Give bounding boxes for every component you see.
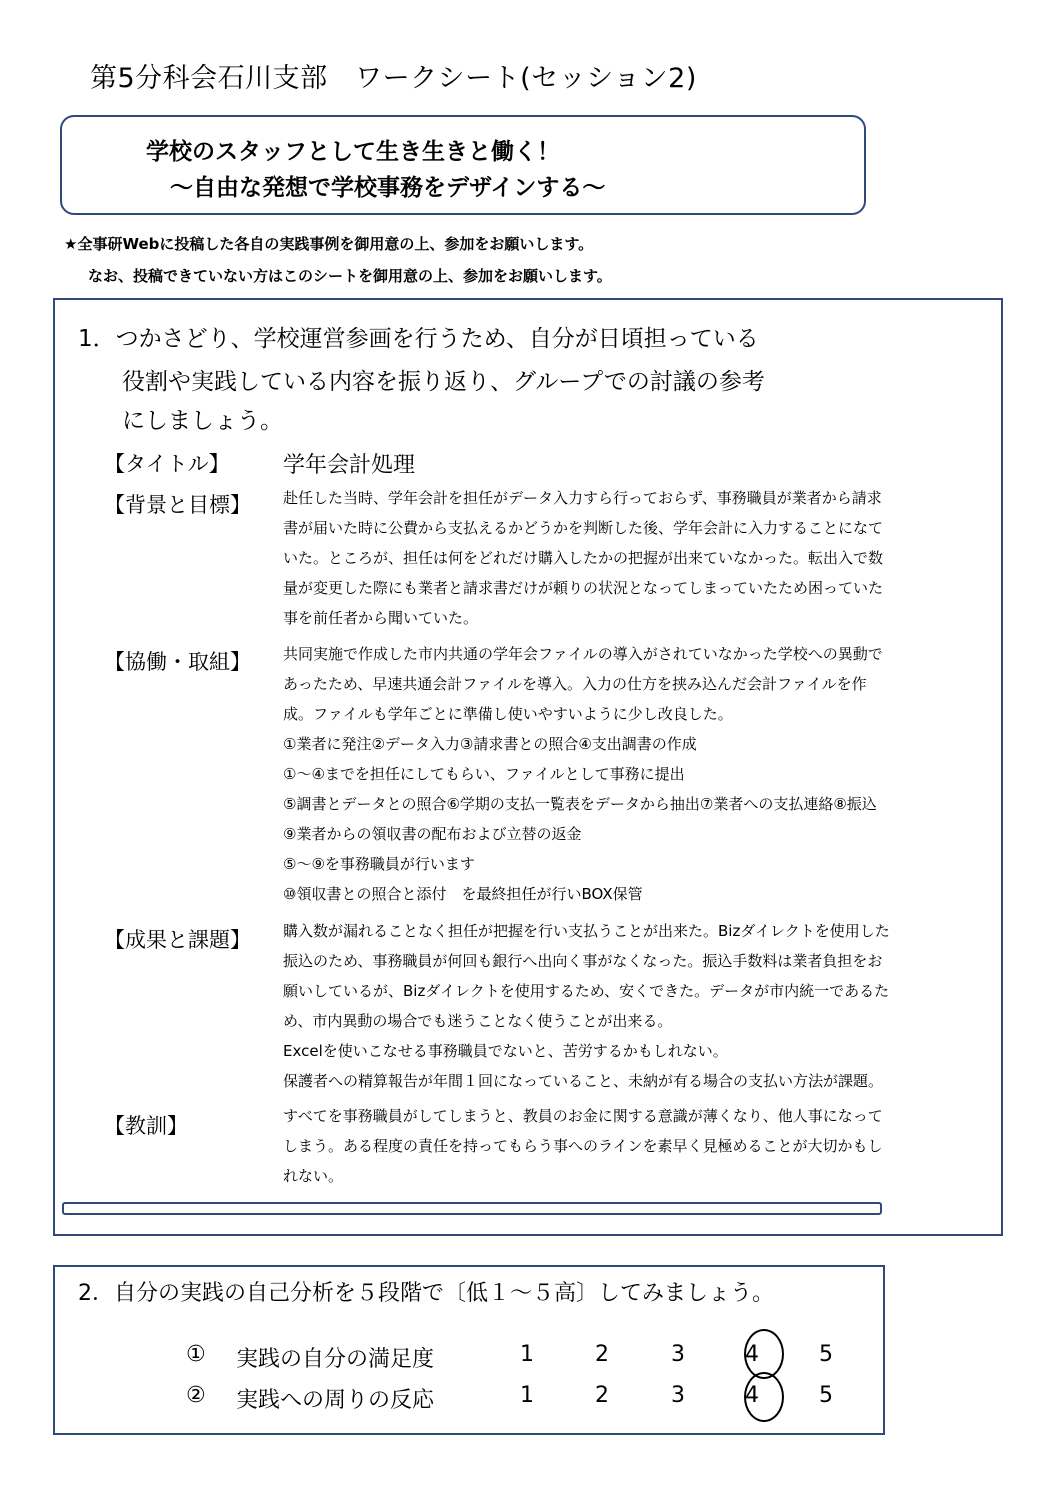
text-line: 書が届いた時に公費から支払えるかどうかを判断した後、学年会計に入力することになて [283, 519, 884, 537]
question-2: 2．自分の実践の自己分析を５段階で〔低１～５高〕してみましょう。 [78, 1281, 774, 1306]
text-line: 保護者への精算報告が年間１回になっていること、未納が有る場合の支払い方法が課題。 [283, 1072, 884, 1090]
rating-option-4[interactable]: 4 [745, 1383, 759, 1408]
lesson-text [283, 1101, 999, 1191]
lesson-label: 【教訓】 [104, 1114, 188, 1138]
background-label: 【背景と目標】 [104, 493, 251, 517]
text-line: ⑤～⑨を事務職員が行います [283, 855, 475, 873]
text-line: ①業者に発注②データ入力③請求書との照合④支出調書の作成 [283, 735, 697, 753]
rating-option-2[interactable]: 2 [595, 1342, 609, 1367]
question-1-line: にしましょう。 [122, 408, 283, 434]
theme-banner [60, 115, 866, 215]
rating-option-4[interactable]: 4 [745, 1342, 759, 1367]
text-line: ①～④までを担任にしてもらい、ファイルとして事務に提出 [283, 765, 685, 783]
rating-label: 実践の自分の満足度 [236, 1347, 435, 1372]
rating-option-5[interactable]: 5 [819, 1342, 833, 1367]
text-line: あったため、早速共通会計ファイルを導入。入力の仕方を挟み込んだ会計ファイルを作 [283, 675, 867, 693]
rating-number: ② [186, 1383, 206, 1408]
rating-option-5[interactable]: 5 [819, 1383, 833, 1408]
selected-rating-circle [744, 1372, 784, 1422]
results-label: 【成果と課題】 [104, 928, 251, 952]
collaboration-text [283, 639, 999, 909]
question-1-line: 1．つかさどり、学校運営参画を行うため、自分が日頃担っている [78, 326, 759, 352]
rating-number: ① [186, 1342, 206, 1367]
text-line: いた。ところが、担任は何をどれだけ購入したかの把握が出来ていなかった。転出入で数 [283, 549, 884, 567]
rating-option-3[interactable]: 3 [671, 1383, 685, 1408]
rating-option-1[interactable]: 1 [520, 1342, 534, 1367]
text-line: 購入数が漏れることなく担任が把握を行い支払うことが出来た。Bizダイレクトを使用した [283, 922, 890, 940]
document-title: 第5分科会石川支部 ワークシート(セッション2) [90, 63, 697, 94]
text-line: 共同実施で作成した市内共通の学年会ファイルの導入がされていなかった学校への異動で [283, 645, 883, 663]
theme-main-title: 学校のスタッフとして生き生きと働く！ [146, 139, 560, 165]
rating-label: 実践への周りの反応 [236, 1388, 435, 1413]
text-line: ⑤調書とデータとの照合⑥学期の支払一覧表をデータから抽出⑦業者への支払連絡⑧振込 [283, 795, 877, 813]
question-1-line: 役割や実践している内容を振り返り、グループでの討議の参考 [122, 369, 765, 395]
text-line: Excelを使いこなせる事務職員でないと、苦労するかもしれない。 [283, 1042, 728, 1060]
text-line: ⑨業者からの領収書の配布および立替の返金 [283, 825, 582, 843]
text-line: 量が変更した際にも業者と請求書だけが頼りの状況となってしまっていたため困っていた [283, 579, 884, 597]
text-line: 願いしているが、Bizダイレクトを使用するため、安くできた。データが市内統一であるた [283, 982, 890, 1000]
rating-option-2[interactable]: 2 [595, 1383, 609, 1408]
title-value: 学年会計処理 [283, 453, 416, 478]
title-label: 【タイトル】 [104, 452, 230, 476]
text-line: 振込のため、事務職員が何回も銀行へ出向く事がなくなった。振込手数料は業者負担をお [283, 952, 883, 970]
collaboration-label: 【協働・取組】 [104, 650, 251, 674]
results-text [283, 916, 999, 1096]
instruction-note-2: なお、投稿できていない方はこのシートを御用意の上、参加をお願いします。 [88, 267, 612, 285]
text-line: れない。 [283, 1167, 344, 1185]
text-line: め、市内異動の場合でも迷うことなく使うことが出来る。 [283, 1012, 673, 1030]
text-line: すべてを事務職員がしてしまうと、教員のお金に関する意識が薄くなり、他人事になって [283, 1107, 883, 1125]
section-1-footer-bar [62, 1202, 882, 1215]
theme-subtitle: ～自由な発想で学校事務をデザインする～ [170, 175, 606, 201]
instruction-note-1: ★全事研Webに投稿した各自の実践事例を御用意の上、参加をお願いします。 [64, 235, 594, 253]
rating-option-1[interactable]: 1 [520, 1383, 534, 1408]
background-text [283, 483, 999, 633]
text-line: ⑩領収書との照合と添付 を最終担任が行いBOX保管 [283, 885, 643, 903]
rating-option-3[interactable]: 3 [671, 1342, 685, 1367]
text-line: 赴任した当時、学年会計を担任がデータ入力すら行っておらず、事務職員が業者から請求 [283, 489, 882, 507]
text-line: 成。ファイルも学年ごとに準備し使いやすいように少し改良した。 [283, 705, 733, 723]
text-line: 事を前任者から聞いていた。 [283, 609, 479, 627]
text-line: しまう。ある程度の責任を持ってもらう事へのラインを素早く見極めることが大切かもし [283, 1137, 883, 1155]
